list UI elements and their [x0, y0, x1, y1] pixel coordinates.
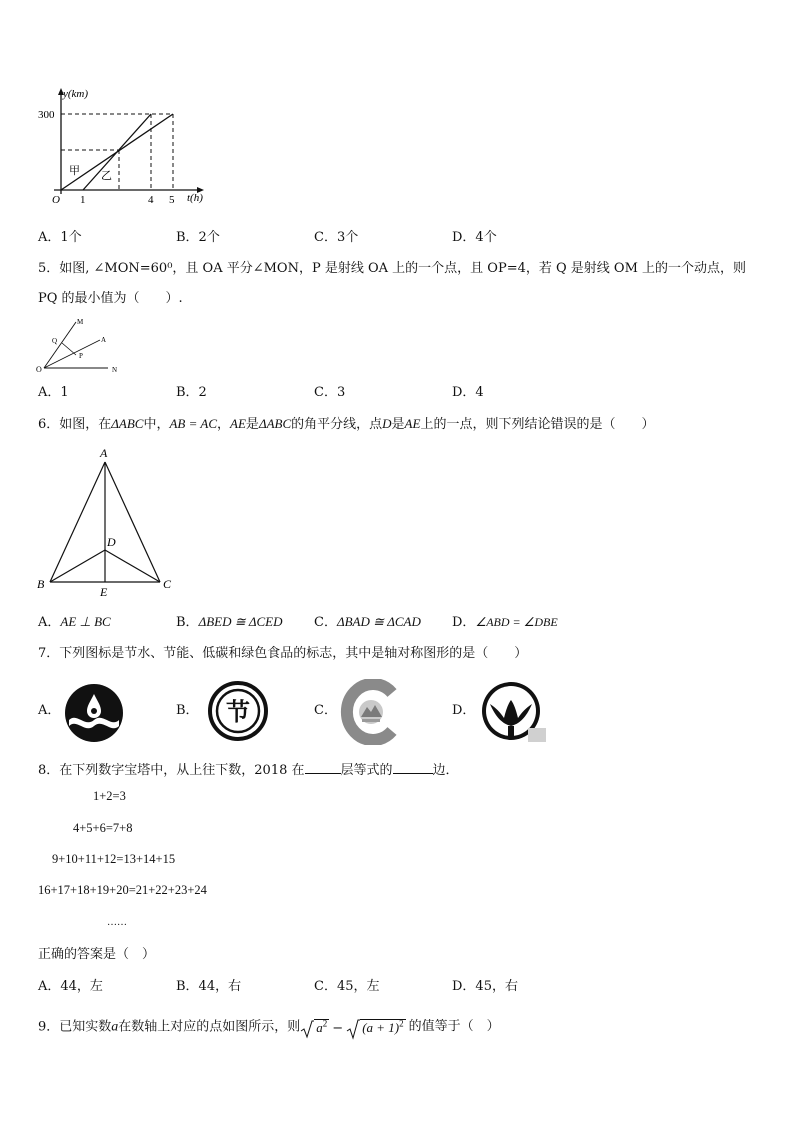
line-yi-label: 乙 [101, 170, 112, 182]
q6-option-d-expr: ∠ABD = ∠DBE [475, 615, 558, 629]
triangle-figure [34, 444, 184, 600]
q6-mid1: 中， [143, 417, 170, 432]
q4-option-c[interactable]: C．3个 [314, 230, 359, 245]
energy-saving-logo [207, 680, 269, 742]
q6-option-c[interactable] [314, 613, 421, 632]
q7-option-a[interactable]: A． [38, 703, 61, 718]
q8-stem-c: 边． [432, 763, 459, 778]
ray-om [44, 322, 76, 368]
q8-answer-prompt: 正确的答案是（ ） [38, 947, 156, 962]
distance-time-graph [30, 84, 220, 210]
segment-bd [50, 550, 105, 582]
q6-option-a-label: A． [38, 615, 61, 630]
q5-option-b[interactable]: B．2 [176, 385, 207, 400]
segment-cd [105, 550, 160, 582]
label-b: B [37, 577, 45, 591]
q6-mid5: 是 [391, 417, 405, 432]
q5-option-c[interactable]: C．3 [314, 385, 346, 400]
q8-option-a[interactable]: A．44，左 [38, 979, 103, 994]
x-tick-1: 1 [80, 194, 86, 206]
water-saving-logo [63, 682, 125, 744]
q9-sq1-exp: 2 [322, 1019, 328, 1029]
label-d: D [107, 535, 116, 549]
q7-option-b[interactable]: B． [176, 703, 199, 718]
q6-stem [38, 415, 654, 434]
q6-mid4: 的角平分线，点 [291, 417, 383, 432]
side-ab [50, 462, 105, 582]
q6-d: D [382, 416, 392, 431]
x-axis-label: t(h) [187, 192, 203, 204]
q6-mid2: ， [217, 417, 231, 432]
q4-option-b[interactable]: B．2个 [176, 230, 220, 245]
tower-row-4: 16+17+18+19+20=21+22+23+24 [38, 883, 207, 897]
tower-row-ellipsis: …… [107, 917, 127, 928]
q6-ae2: AE [404, 416, 421, 431]
q7-stem: 7．下列图标是节水、节能、低碳和绿色食品的标志，其中是轴对称图形的是（ ） [38, 646, 528, 661]
q9-var: a [111, 1019, 119, 1035]
q8-blank-2[interactable] [393, 760, 433, 774]
origin-label: O [52, 194, 60, 206]
q6-mid3: 是 [245, 417, 259, 432]
label-m: M [77, 318, 84, 326]
q9-expression [300, 1014, 405, 1040]
angle-figure [34, 316, 124, 376]
side-ac [105, 462, 160, 582]
q8-stem-a: 8．在下列数字宝塔中，从上往下数，2018 在 [38, 763, 305, 778]
q9-prefix: 9．已知实数 [38, 1019, 112, 1035]
q8-option-d[interactable]: D．45，右 [452, 979, 518, 994]
x-tick-4: 4 [148, 194, 154, 206]
sqrt-radicand-1 [314, 1019, 329, 1035]
label-e: E [100, 585, 108, 599]
q6-option-d[interactable] [452, 613, 558, 632]
label-o: O [36, 365, 42, 374]
q6-triangle2: ΔABC [258, 416, 292, 431]
label-c: C [163, 577, 172, 591]
tower-row-1: 1+2=3 [93, 789, 126, 803]
q8-blank-1[interactable] [305, 760, 341, 774]
q6-option-d-label: D． [452, 615, 476, 630]
q8-option-b[interactable]: B．44，右 [176, 979, 242, 994]
q6-condition: AB = AC [169, 416, 218, 431]
energy-saving-char: 节 [226, 700, 250, 726]
line-jia-label: 甲 [69, 165, 80, 177]
low-carbon-logo [340, 679, 402, 745]
q7-option-d[interactable]: D． [452, 703, 476, 718]
q6-option-a-expr: AE ⊥ BC [60, 614, 111, 629]
q9-stem [38, 1014, 500, 1040]
green-food-logo [478, 680, 548, 744]
q5-stem-line1: 5．如图, ∠MON=60⁰，且 OA 平分∠MON，P 是射线 OA 上的一个点，且 OP=4，若 Q 是射线 OM 上的一个动点，则 [38, 261, 747, 276]
sqrt-sign-2 [346, 1018, 360, 1040]
tower-row-2: 4+5+6=7+8 [73, 821, 133, 835]
q8-stem-b: 层等式的 [340, 763, 393, 778]
line-yi [83, 114, 151, 190]
q9-sq2-exp: 2 [399, 1019, 404, 1029]
q6-option-a[interactable] [38, 613, 111, 632]
q8-stem [38, 760, 459, 780]
y-tick-300: 300 [38, 109, 55, 121]
q7-option-c[interactable]: C． [314, 703, 337, 718]
q4-option-d[interactable]: D．4个 [452, 230, 497, 245]
q9-sq1-base: a [316, 1020, 323, 1036]
q9-mid: 在数轴上对应的点如图所示，则 [118, 1019, 301, 1035]
tower-row-3: 9+10+11+12=13+14+15 [52, 852, 176, 866]
q8-option-c[interactable]: C．45，左 [314, 979, 380, 994]
q5-option-d[interactable]: D．4 [452, 385, 484, 400]
q6-option-b-label: B． [176, 615, 199, 630]
q9-suffix: 的值等于（ ） [408, 1019, 500, 1035]
q6-ae: AE [230, 416, 246, 431]
q6-prefix: 6．如图，在 [38, 417, 112, 432]
q9-sq2-base: (a + 1) [362, 1020, 400, 1036]
q6-option-b[interactable] [176, 613, 283, 632]
label-a: A [101, 336, 107, 344]
sqrt-sign-1 [300, 1019, 314, 1039]
q9-minus: − [332, 1021, 344, 1037]
q5-stem-line2: PQ 的最小值为（ ）. [38, 291, 183, 306]
y-axis-label: y(km) [63, 88, 89, 100]
label-n: N [112, 366, 118, 374]
q4-option-a[interactable]: A．1个 [38, 230, 82, 245]
q6-suffix: 上的一点，则下列结论错误的是（ ） [420, 417, 655, 432]
label-p: P [79, 352, 83, 360]
segment-pq [62, 343, 76, 355]
label-a: A [100, 446, 108, 460]
sqrt-radicand-2 [360, 1019, 405, 1035]
q6-triangle: ΔABC [111, 416, 144, 431]
q5-option-a[interactable]: A．1 [38, 385, 69, 400]
label-q: Q [52, 337, 58, 345]
x-tick-5: 5 [169, 194, 175, 206]
q6-option-b-expr: ΔBED ≅ ΔCED [198, 614, 283, 629]
q6-option-c-expr: ΔBAD ≅ ΔCAD [336, 614, 421, 629]
q6-option-c-label: C． [314, 615, 337, 630]
